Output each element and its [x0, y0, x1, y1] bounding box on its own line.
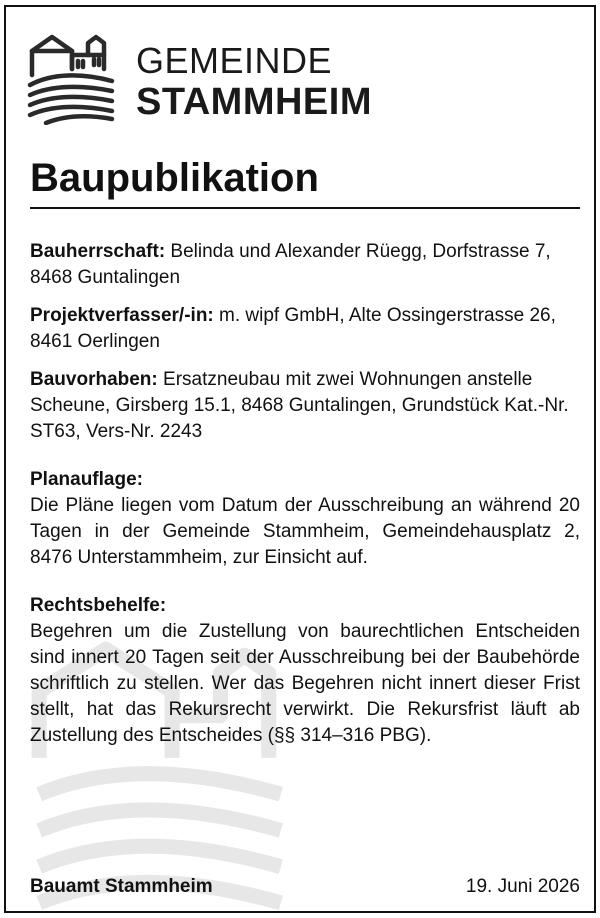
header	[26, 29, 546, 129]
title-divider	[30, 207, 580, 209]
bauvorhaben-label: Bauvorhaben:	[30, 369, 158, 390]
section-projektverfasser	[30, 303, 580, 355]
planauflage-text: Die Pläne liegen vom Datum der Ausschreibung an während 20 Tagen in der Gemeinde Stammheim, Gemeindehausplatz 2, 8476 Unterstammheim, zur Einsicht auf.	[30, 495, 580, 568]
castle-hills-logo-icon	[26, 29, 116, 125]
projektverfasser-text: m. wipf GmbH, Alte Ossingerstrasse 26, 8461 Oerlingen	[30, 305, 556, 352]
section-bauherrschaft	[30, 239, 580, 291]
publication-frame	[4, 5, 596, 913]
brand-line-gemeinde: GEMEINDE	[136, 40, 333, 81]
bauvorhaben-text: Ersatzneubau mit zwei Wohnungen anstelle Scheune, Girsberg 15.1, 8468 Guntalingen, Grundstück Kat.-Nr. ST63, Vers-Nr. 2243	[30, 369, 569, 442]
publication-body	[30, 239, 580, 749]
signature: Bauamt Stammheim	[30, 876, 213, 897]
bauherrschaft-label: Bauherrschaft:	[30, 241, 166, 262]
municipality-name	[136, 41, 372, 123]
brand-line-stammheim: STAMMHEIM	[136, 81, 372, 123]
bauherrschaft-text: Belinda und Alexander Rüegg, Dorfstrasse 7, 8468 Guntalingen	[30, 241, 551, 288]
publication-date: 19. Juni 2026	[465, 876, 580, 897]
rechtsbehelfe-text: Begehren um die Zustellung von baurechtlichen Entscheiden sind innert 20 Tagen seit der Ausschreibung bei der Baubehörde schriftlich zu stellen. Wer das Begehren nicht innert dieser Frist stellt, hat das Rekursrecht verwirkt. Die Rekursfrist läuft ab Zustellung des Entscheides (§§ 314–316 PBG).	[30, 621, 580, 746]
projektverfasser-label: Projektverfasser/-in:	[30, 305, 214, 326]
planauflage-heading: Planauflage:	[30, 469, 143, 490]
rechtsbehelfe-heading: Rechtsbehelfe:	[30, 595, 167, 616]
page-title: Baupublikation	[30, 156, 319, 200]
section-bauvorhaben	[30, 367, 580, 445]
